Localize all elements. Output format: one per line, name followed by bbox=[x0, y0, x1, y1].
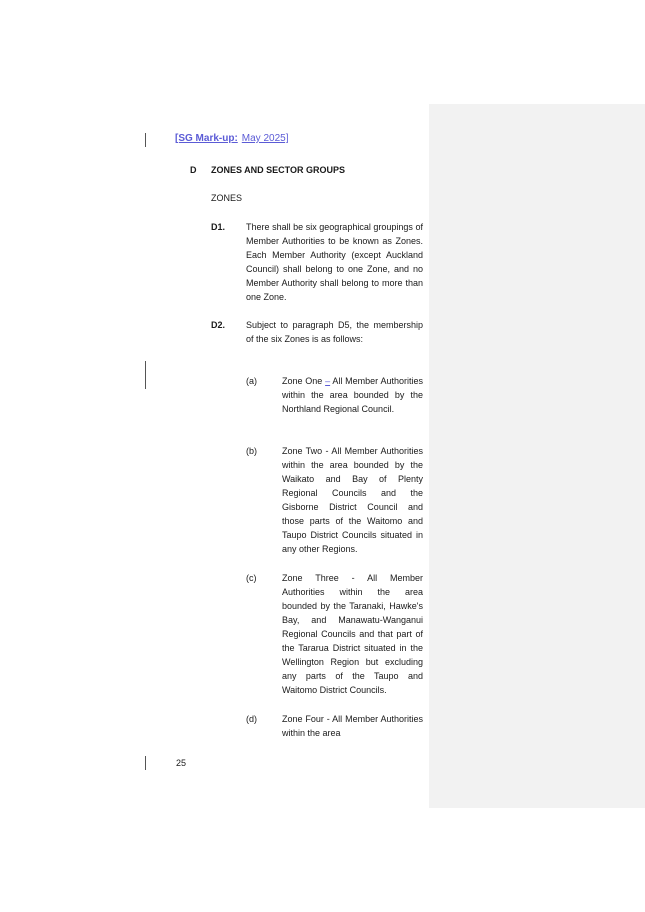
list-item-label: (a) bbox=[246, 376, 257, 386]
change-bar bbox=[145, 133, 146, 147]
paragraph-number: D1. bbox=[211, 222, 226, 232]
list-item-text: Zone Four - All Member Authorities within the area bbox=[282, 714, 423, 738]
section-letter: D bbox=[190, 165, 197, 175]
zones-subheading: ZONES bbox=[211, 193, 243, 203]
markup-header bbox=[175, 133, 288, 144]
paragraph-text: Subject to paragraph D5, the membership of the six Zones is as follows: bbox=[246, 320, 423, 344]
list-item-label: (c) bbox=[246, 573, 257, 583]
list-item-text bbox=[282, 374, 423, 416]
page-number: 25 bbox=[176, 758, 187, 768]
list-item-text: Zone Two - All Member Authorities within the area bounded by the Waikato and Bay of Plenty Regional Councils and the Gisborne District Council and those parts of the Waitomo and Taupo District Councils situated in any other Regions. bbox=[282, 446, 423, 554]
list-item-prefix: Zone One bbox=[282, 376, 323, 386]
markup-label: [SG Mark-up: bbox=[175, 133, 238, 144]
paragraph-number: D2. bbox=[211, 320, 226, 330]
paragraph-text: There shall be six geographical groupings of Member Authorities to be known as Zones. Each Member Authority (except Auckland Council) shall belong to one Zone, and no Member Authority shall belong to more than one Zone. bbox=[246, 222, 423, 302]
markup-date: May 2025] bbox=[241, 133, 289, 144]
list-item-text: Zone Three - All Member Authorities within the area bounded by the Taranaki, Hawke's Bay, and Manawatu-Wanganui Regional Councils and that part of the Tararua District situated in the Wellington Region but excluding any parts of the Taupo and Waitomo District Councils. bbox=[282, 573, 423, 695]
comment-pane bbox=[429, 104, 645, 808]
change-bar bbox=[145, 756, 146, 770]
list-item-label: (d) bbox=[246, 714, 257, 724]
section-title: ZONES AND SECTOR GROUPS bbox=[211, 165, 346, 175]
list-item-body: All Member Authorities within the area bounded by the Northland Regional Council. bbox=[282, 376, 423, 414]
list-item-label: (b) bbox=[246, 446, 257, 456]
tracked-insertion: – bbox=[325, 376, 331, 386]
change-bar bbox=[145, 361, 146, 389]
